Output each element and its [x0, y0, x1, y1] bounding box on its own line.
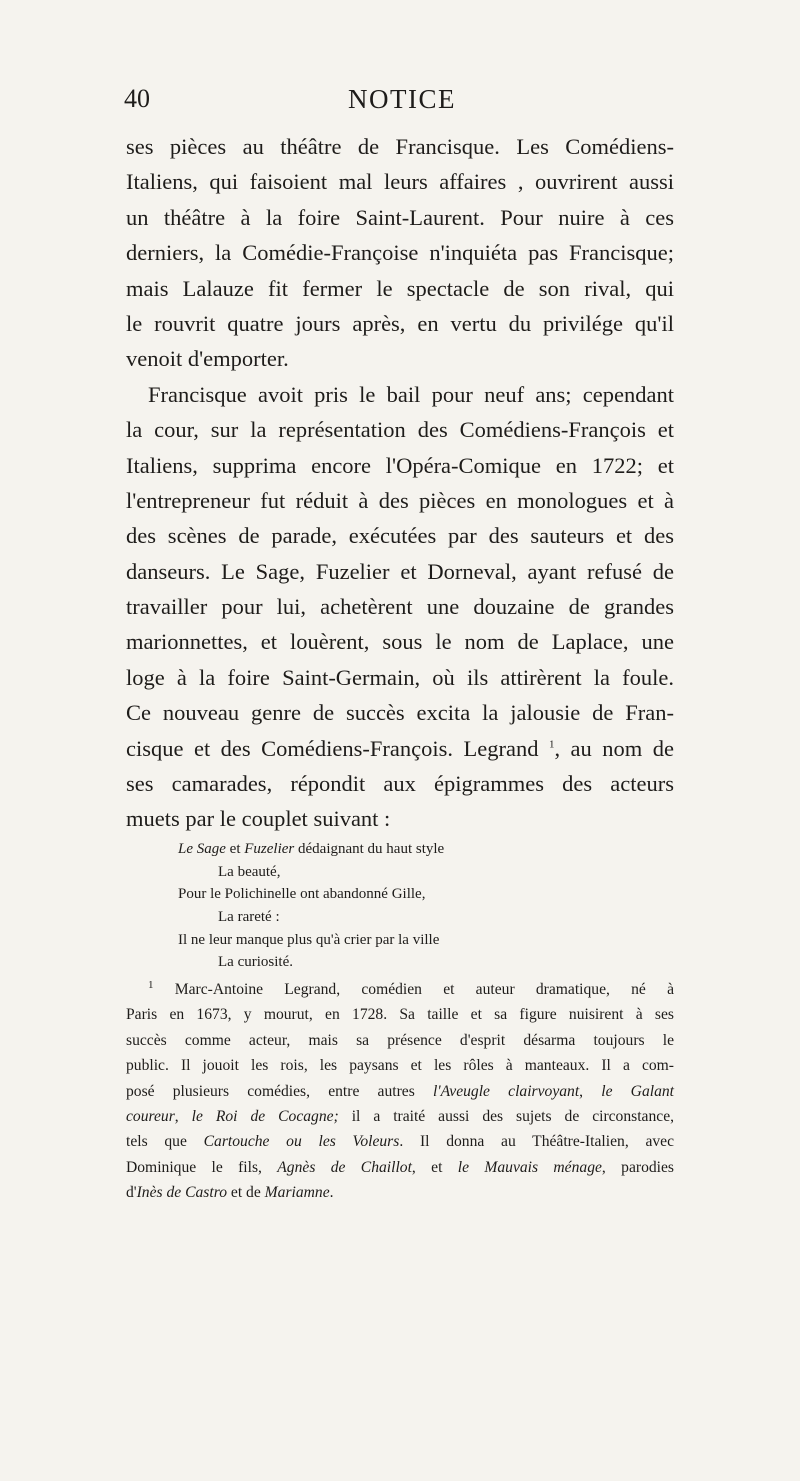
verse-text: dédaignant du haut style: [294, 841, 445, 857]
footnote-text: Dominique le fils,: [126, 1158, 278, 1176]
body-line: un théâtre à la foire Saint-Laurent. Pour nuire à ces: [126, 204, 674, 230]
footnote-text: tels que: [126, 1133, 204, 1151]
body-line-text: cisque et des Comédiens-François. Legrand: [126, 735, 539, 761]
body-line: [126, 731, 674, 766]
body-line: des scènes de parade, exécutées par des sauteurs et des: [126, 523, 674, 549]
footnote-text: , et: [411, 1158, 458, 1176]
running-title: NOTICE: [348, 84, 456, 114]
work-title: Inès de Castro: [136, 1184, 227, 1202]
work-title: le Galant: [601, 1082, 674, 1100]
body-line: derniers, la Comédie-Françoise n'inquiéta pas Francisque;: [126, 240, 674, 266]
footnote-text: il a traité aussi des sujets de circonstance,: [338, 1107, 675, 1125]
body-line: Ce nouveau genre de succès excita la jalousie de Fran-: [126, 700, 674, 726]
verse-line: La curiosité.: [218, 954, 293, 971]
body-line: danseurs. Le Sage, Fuzelier et Dorneval, ayant refusé de: [126, 558, 674, 584]
footnote-marker: 1: [148, 978, 154, 991]
work-title: Agnès de Chaillot: [277, 1158, 412, 1176]
footnote-text: ,: [579, 1082, 602, 1100]
body-line: muets par le couplet suivant :: [126, 806, 391, 832]
verse-line: La rareté :: [218, 909, 280, 926]
footnote-text: Marc-Antoine Legrand, comédien et auteur dramatique, né à: [153, 981, 674, 998]
page-header: [124, 84, 674, 118]
author-name: Le Sage: [178, 841, 226, 857]
body-line: Italiens, qui faisoient mal leurs affaires , ouvrirent aussi: [126, 169, 674, 195]
work-title: l'Aveugle clairvoyant: [432, 1082, 580, 1100]
page-number: 40: [124, 84, 150, 113]
footnote-line: [126, 1129, 674, 1154]
body-line: venoit d'emporter.: [126, 346, 289, 372]
footnote-text: , parodies: [601, 1158, 674, 1176]
body-line: mais Lalauze fit fermer le spectacle de son rival, qui: [126, 275, 674, 301]
body-line: Francisque avoit pris le bail pour neuf ans; cependant: [148, 381, 674, 407]
footnote: [126, 977, 674, 1206]
footnote-line: succès comme acteur, mais sa présence d'esprit désarma toujours le: [126, 1031, 674, 1049]
work-title: le Roi de Cocagne;: [191, 1107, 339, 1125]
work-title: coureur: [126, 1107, 175, 1125]
verse-line: La beauté,: [218, 863, 281, 880]
footnote-line: [126, 1079, 674, 1104]
body-line: ses camarades, répondit aux épigrammes des acteurs: [126, 771, 674, 797]
body-line: travailler pour lui, achetèrent une douzaine de grandes: [126, 594, 674, 620]
footnote-text: . Il donna au Théâtre-Italien, avec: [399, 1133, 674, 1151]
footnote-line: [126, 1180, 674, 1205]
footnote-line: [126, 977, 674, 1002]
author-name: Fuzelier: [244, 841, 295, 857]
verse-text: et: [225, 841, 245, 857]
footnote-text: et de: [227, 1184, 265, 1202]
footnote-line: [126, 1104, 674, 1129]
work-title: Mariamne: [264, 1184, 330, 1202]
footnote-line: Paris en 1673, y mourut, en 1728. Sa taille et sa figure nuisirent à ses: [126, 1006, 674, 1024]
body-line: le rouvrit quatre jours après, en vertu du privilége qu'il: [126, 310, 674, 336]
body-line: loge à la foire Saint-Germain, où ils attirèrent la foule.: [126, 664, 674, 690]
work-title: le Mauvais ménage: [457, 1158, 602, 1176]
footnote-line: public. Il jouoit les rois, les paysans et les rôles à manteaux. Il a com-: [126, 1057, 674, 1075]
verse-line: [126, 838, 674, 861]
verse-couplet: [126, 838, 674, 974]
footnote-text: d': [126, 1184, 137, 1202]
footnote-text: .: [329, 1184, 334, 1202]
footnote-reference: 1: [548, 738, 555, 751]
work-title: Cartouche ou les Voleurs: [203, 1133, 400, 1151]
verse-line: Pour le Polichinelle ont abandonné Gille,: [178, 886, 426, 903]
footnote-text: ,: [174, 1107, 192, 1125]
body-line: la cour, sur la représentation des Comédiens-François et: [126, 417, 674, 443]
body-line: ses pièces au théâtre de Francisque. Les Comédiens-: [126, 134, 674, 159]
footnote-line: [126, 1155, 674, 1180]
body-line: Italiens, supprima encore l'Opéra-Comique en 1722; et: [126, 452, 674, 478]
body-line: l'entrepreneur fut réduit à des pièces en monologues et à: [126, 487, 674, 513]
footnote-text: posé plusieurs comédies, entre autres: [126, 1082, 433, 1100]
body-text: [126, 129, 674, 837]
body-line-text: , au nom de: [554, 735, 674, 761]
verse-line: Il ne leur manque plus qu'à crier par la ville: [178, 931, 440, 948]
body-line: marionnettes, et louèrent, sous le nom de Laplace, une: [126, 629, 674, 655]
